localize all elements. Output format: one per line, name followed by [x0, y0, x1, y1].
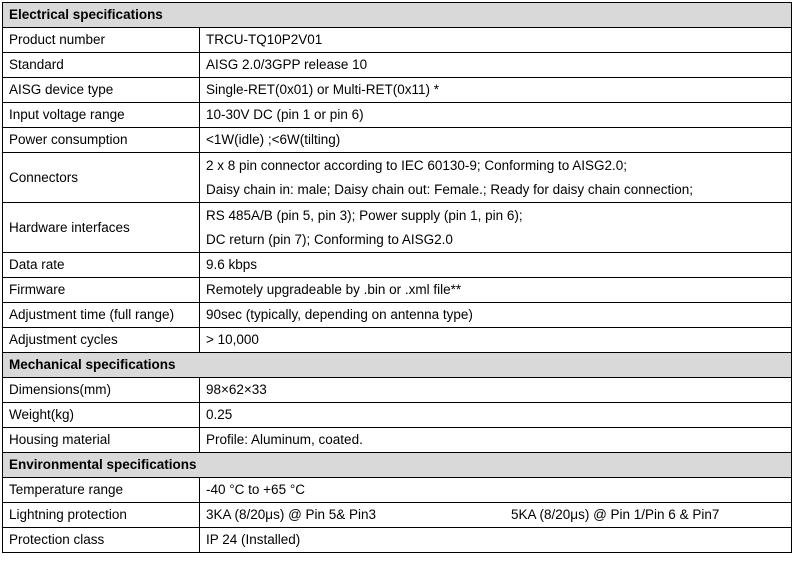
- table-row: [3, 103, 792, 128]
- spec-value-split-row: [206, 507, 785, 523]
- spec-label: Adjustment time (full range): [3, 303, 200, 328]
- table-row: [3, 328, 792, 353]
- section-title: Environmental specifications: [3, 453, 792, 478]
- spec-table: [2, 2, 792, 553]
- section-header-mechanical: [3, 353, 792, 378]
- spec-value: AISG 2.0/3GPP release 10: [200, 53, 792, 78]
- spec-label: Product number: [3, 28, 200, 53]
- table-row: [3, 378, 792, 403]
- spec-value: IP 24 (Installed): [200, 528, 792, 553]
- spec-label: Protection class: [3, 528, 200, 553]
- spec-label: AISG device type: [3, 78, 200, 103]
- spec-value: 10-30V DC (pin 1 or pin 6): [200, 103, 792, 128]
- table-row: [3, 153, 792, 203]
- spec-value: 90sec (typically, depending on antenna type): [200, 303, 792, 328]
- table-row: [3, 428, 792, 453]
- section-header-electrical: [3, 3, 792, 28]
- spec-value: Remotely upgradeable by .bin or .xml file**: [200, 278, 792, 303]
- section-title: Electrical specifications: [3, 3, 792, 28]
- spec-value: Single-RET(0x01) or Multi-RET(0x11) *: [200, 78, 792, 103]
- spec-value-part: 3KA (8/20μs) @ Pin 5& Pin3: [206, 507, 377, 522]
- spec-label: Temperature range: [3, 478, 200, 503]
- spec-value-line: 2 x 8 pin connector according to IEC 60130-9; Conforming to AISG2.0;: [206, 157, 627, 173]
- spec-label: Adjustment cycles: [3, 328, 200, 353]
- spec-label: Input voltage range: [3, 103, 200, 128]
- spec-label: Data rate: [3, 253, 200, 278]
- spec-value-split: [200, 503, 792, 528]
- table-row: [3, 78, 792, 103]
- spec-value: TRCU-TQ10P2V01: [200, 28, 792, 53]
- spec-label: Dimensions(mm): [3, 378, 200, 403]
- spec-label: Firmware: [3, 278, 200, 303]
- table-row: [3, 303, 792, 328]
- table-row: [3, 528, 792, 553]
- table-row: [3, 478, 792, 503]
- spec-label: Power consumption: [3, 128, 200, 153]
- spec-value-multiline: [200, 203, 792, 253]
- spec-value: 98×62×33: [200, 378, 792, 403]
- table-row: [3, 53, 792, 78]
- table-row: [3, 278, 792, 303]
- spec-value-part: 5KA (8/20μs) @ Pin 1/Pin 6 & Pin7: [511, 507, 720, 522]
- table-row: [3, 503, 792, 528]
- spec-label: Hardware interfaces: [3, 203, 200, 253]
- section-header-environmental: [3, 453, 792, 478]
- spec-value-line: RS 485A/B (pin 5, pin 3); Power supply (pin 1, pin 6);: [206, 207, 523, 223]
- table-row: [3, 28, 792, 53]
- spec-value-line: DC return (pin 7); Conforming to AISG2.0: [206, 231, 453, 247]
- table-row: [3, 128, 792, 153]
- spec-value: 9.6 kbps: [200, 253, 792, 278]
- spec-value: Profile: Aluminum, coated.: [200, 428, 792, 453]
- spec-label: Connectors: [3, 153, 200, 203]
- spec-value-line: Daisy chain in: male; Daisy chain out: Female.; Ready for daisy chain connection;: [206, 181, 693, 197]
- spec-label: Standard: [3, 53, 200, 78]
- section-title: Mechanical specifications: [3, 353, 792, 378]
- spec-label: Lightning protection: [3, 503, 200, 528]
- spec-value: -40 °C to +65 °C: [200, 478, 792, 503]
- spec-value: 0.25: [200, 403, 792, 428]
- spec-label: Housing material: [3, 428, 200, 453]
- spec-value: <1W(idle) ;<6W(tilting): [200, 128, 792, 153]
- table-row: [3, 403, 792, 428]
- spec-value-multiline: [200, 153, 792, 203]
- spec-value: > 10,000: [200, 328, 792, 353]
- spec-label: Weight(kg): [3, 403, 200, 428]
- table-row: [3, 203, 792, 253]
- table-row: [3, 253, 792, 278]
